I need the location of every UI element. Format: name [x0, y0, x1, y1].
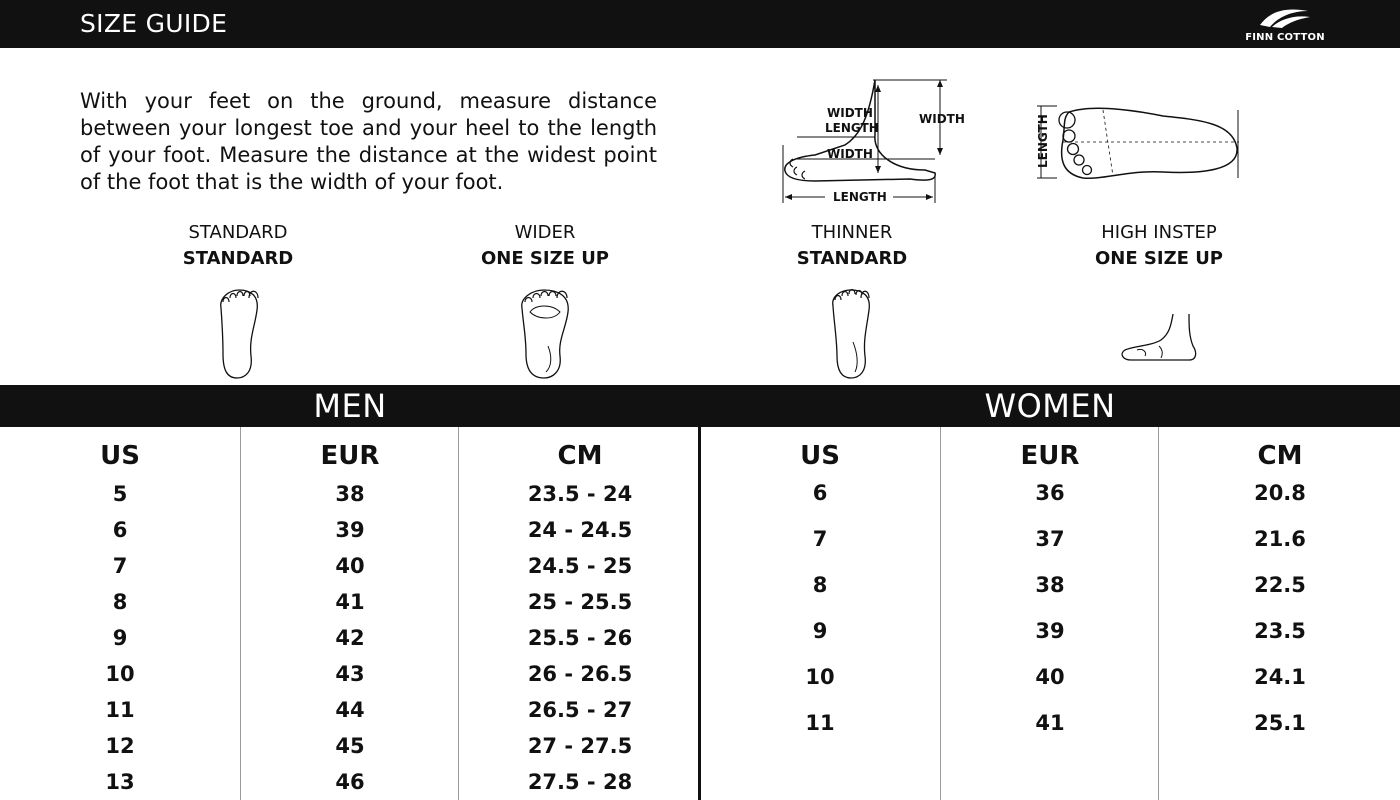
table-cell: 41 — [335, 590, 365, 614]
table-cell: 6 — [812, 481, 828, 505]
table-cell: 10 — [105, 662, 135, 686]
table-cell: 20.8 — [1254, 481, 1306, 505]
width-label-right: WIDTH — [919, 112, 965, 126]
table-cell: 46 — [335, 770, 365, 794]
men-section-header: MEN — [0, 385, 700, 427]
foot-type-name: THINNER — [811, 222, 893, 243]
table-cell: 39 — [1035, 619, 1065, 643]
column-divider — [458, 427, 459, 800]
table-cell: 40 — [335, 554, 365, 578]
header-bar — [0, 0, 1400, 48]
section-divider — [698, 427, 701, 800]
table-cell: 36 — [1035, 481, 1065, 505]
column-divider — [1158, 427, 1159, 800]
table-cell: 6 — [112, 518, 128, 542]
table-cell: 41 — [1035, 711, 1065, 735]
page-title: SIZE GUIDE — [80, 9, 228, 38]
column-header: CM — [557, 441, 603, 471]
table-cell: 26 - 26.5 — [527, 662, 633, 686]
column-divider — [240, 427, 241, 800]
table-cell: 24.5 - 25 — [527, 554, 633, 578]
women-us-column — [720, 436, 920, 752]
foot-type-wider — [415, 222, 675, 382]
table-cell: 38 — [335, 482, 365, 506]
table-cell: 11 — [105, 698, 135, 722]
thin-foot-icon — [827, 286, 877, 382]
foot-type-recommendation: ONE SIZE UP — [1094, 248, 1223, 269]
table-cell: 24.1 — [1254, 665, 1306, 689]
column-divider — [940, 427, 941, 800]
measure-instructions: With your feet on the ground, measure distance between your longest toe and your heel to the length of your foot. Measure the distance at the widest point of the foot that is the width of your foot. — [80, 89, 657, 194]
table-cell: 7 — [812, 527, 828, 551]
foot-type-recommendation: STANDARD — [182, 248, 294, 269]
length-label-top: LENGTH — [825, 121, 879, 135]
table-cell: 9 — [812, 619, 828, 643]
length-label-side: LENGTH — [1036, 114, 1050, 168]
wave-logo-icon — [1258, 5, 1312, 29]
table-cell: 37 — [1035, 527, 1065, 551]
table-cell: 12 — [105, 734, 135, 758]
women-cm-column — [1180, 436, 1380, 752]
table-cell: 27 - 27.5 — [527, 734, 633, 758]
table-cell: 25.5 - 26 — [527, 626, 633, 650]
wide-foot-icon — [518, 286, 572, 382]
foot-type-name: WIDER — [514, 222, 576, 243]
table-cell: 45 — [335, 734, 365, 758]
table-cell: 10 — [805, 665, 835, 689]
foot-type-standard — [108, 222, 368, 382]
men-eur-column — [250, 436, 450, 800]
table-cell: 38 — [1035, 573, 1065, 597]
table-cell: 21.6 — [1254, 527, 1306, 551]
men-us-column — [20, 436, 220, 800]
side-foot-measure-diagram — [775, 75, 970, 210]
table-cell: 11 — [805, 711, 835, 735]
men-cm-column — [470, 436, 690, 800]
table-cell: 8 — [812, 573, 828, 597]
table-cell: 8 — [112, 590, 128, 614]
table-cell: 23.5 - 24 — [527, 482, 633, 506]
foot-type-recommendation: STANDARD — [796, 248, 908, 269]
table-cell: 42 — [335, 626, 365, 650]
table-cell: 5 — [112, 482, 128, 506]
width-label-bottom: WIDTH — [827, 147, 873, 161]
table-cell: 7 — [112, 554, 128, 578]
foot-type-name: STANDARD — [188, 222, 288, 243]
column-header: EUR — [320, 441, 380, 471]
width-label-top: WIDTH — [827, 106, 873, 120]
table-cell: 27.5 - 28 — [527, 770, 633, 794]
table-cell: 24 - 24.5 — [527, 518, 633, 542]
column-header: US — [100, 441, 140, 471]
table-cell: 22.5 — [1254, 573, 1306, 597]
high-instep-foot-icon — [1117, 286, 1201, 382]
table-cell: 39 — [335, 518, 365, 542]
foot-type-recommendation: ONE SIZE UP — [480, 248, 609, 269]
table-cell: 13 — [105, 770, 135, 794]
table-cell: 25.1 — [1254, 711, 1306, 735]
brand-name: FINN COTTON — [1245, 32, 1325, 43]
brand-logo[interactable] — [1240, 5, 1330, 45]
table-cell: 44 — [335, 698, 365, 722]
length-label-bottom: LENGTH — [833, 190, 887, 204]
table-cell: 25 - 25.5 — [527, 590, 633, 614]
table-cell: 40 — [1035, 665, 1065, 689]
column-header: EUR — [1020, 441, 1080, 471]
column-header: US — [800, 441, 840, 471]
table-cell: 43 — [335, 662, 365, 686]
column-header: CM — [1257, 441, 1303, 471]
sole-foot-measure-diagram — [1033, 100, 1243, 185]
foot-type-high-instep — [1029, 222, 1289, 382]
foot-type-thinner — [722, 222, 982, 382]
foot-type-name: HIGH INSTEP — [1101, 222, 1217, 243]
women-eur-column — [950, 436, 1150, 752]
table-cell: 9 — [112, 626, 128, 650]
table-cell: 23.5 — [1254, 619, 1306, 643]
table-cell: 26.5 - 27 — [527, 698, 633, 722]
women-section-header: WOMEN — [700, 385, 1400, 427]
foot-sole-icon — [213, 286, 263, 382]
